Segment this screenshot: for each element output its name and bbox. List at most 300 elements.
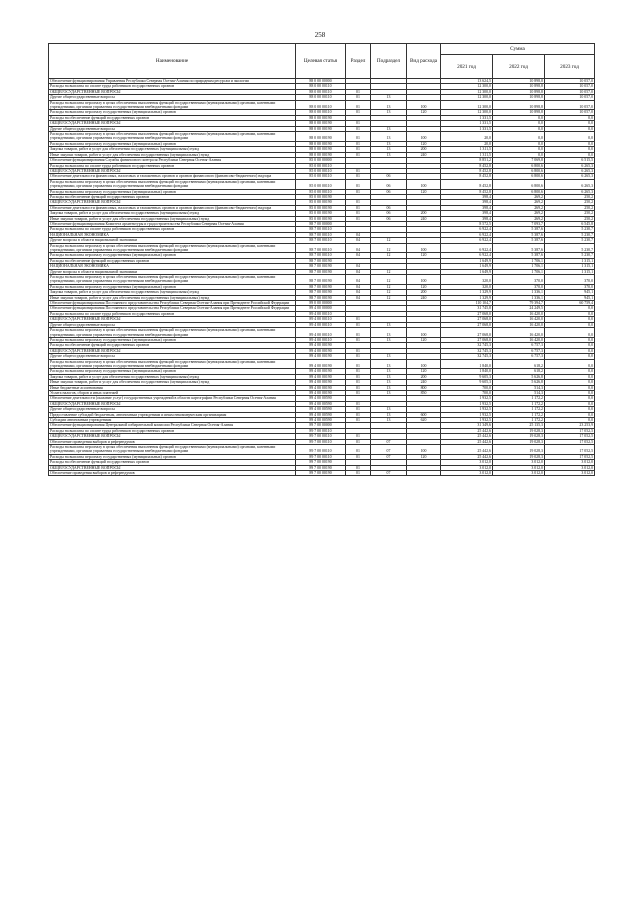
row-subsection: 13	[371, 418, 407, 423]
row-target: 85 0 00 00190	[296, 205, 346, 210]
row-name: Обеспечение проведения выборов и референдумов	[49, 471, 296, 476]
row-target: 88 0 00 00110	[296, 84, 346, 89]
row-target: 88 7 00 00110	[296, 227, 346, 232]
row-sum-2022: 5 387,6	[493, 253, 545, 258]
row-subsection: 07	[371, 439, 407, 444]
row-sum-2022: 618,2	[493, 369, 545, 374]
row-name: Другие общегосударственные вопросы	[49, 95, 296, 100]
row-sum-2021: 1 840,0	[441, 359, 493, 369]
row-target: 89 4 00 00590	[296, 407, 346, 412]
row-section: 01	[346, 418, 371, 423]
row-section: 04	[346, 238, 371, 243]
table-row	[49, 179, 595, 189]
row-expense-type: 100	[407, 328, 441, 338]
row-target: 85 0 00 00190	[296, 200, 346, 205]
row-target: 85 0 00 00190	[296, 194, 346, 199]
row-target: 88 7 00 00190	[296, 295, 346, 300]
row-name: Закупка товаров, работ и услуг для обеспечения государственных (муниципальных) нужд	[49, 290, 296, 295]
row-expense-type: 240	[407, 380, 441, 385]
row-sum-2022: 6 800,6	[493, 168, 545, 173]
row-sum-2023: 250,2	[545, 216, 595, 221]
row-section: 01	[346, 189, 371, 194]
row-sum-2023: 1 315,1	[545, 264, 595, 269]
row-section: 01	[346, 205, 371, 210]
row-sum-2022: 1 336,1	[493, 295, 545, 300]
row-sum-2021: 1 329,9	[441, 290, 493, 295]
row-name: Расходы на выплаты персоналу государственных (муниципальных) органов	[49, 454, 296, 459]
row-expense-type: 100	[407, 359, 441, 369]
row-subsection: 12	[371, 243, 407, 253]
row-sum-2022: 3 012,0	[493, 460, 545, 465]
row-section: 01	[346, 179, 371, 189]
row-section: 04	[346, 264, 371, 269]
row-sum-2021: 6 922,4	[441, 253, 493, 258]
row-subsection: 13	[371, 328, 407, 338]
row-sum-2021: 25 442,6	[441, 454, 493, 459]
row-section: 04	[346, 243, 371, 253]
row-sum-2023: 0,0	[545, 359, 595, 369]
row-target: 88 0 00 00110	[296, 110, 346, 115]
row-target: 88 7 00 00190	[296, 258, 346, 263]
header-expense-type: Вид расхода	[407, 44, 441, 79]
header-name: Наименование	[49, 44, 296, 79]
row-name: Обеспечение функционирования Постоянного представительства Республики Северная Осетия-Алания при Президенте Российской Федерации	[49, 301, 296, 306]
row-target: 85 0 00 00110	[296, 189, 346, 194]
header-subsection: Подраздел	[371, 44, 407, 79]
row-expense-type: 120	[407, 253, 441, 258]
row-name: ОБЩЕГОСУДАРСТВЕННЫЕ ВОПРОСЫ	[49, 465, 296, 470]
row-expense-type: 240	[407, 216, 441, 221]
row-target: 85 0 00 00000	[296, 158, 346, 163]
row-section: 01	[346, 374, 371, 379]
row-sum-2023: 0,0	[545, 306, 595, 311]
row-sum-2022: 269,2	[493, 194, 545, 199]
row-name: Расходы на выплаты персоналу государственных (муниципальных) органов	[49, 337, 296, 342]
budget-table	[48, 43, 595, 476]
row-section: 01	[346, 110, 371, 115]
row-name: Другие общегосударственные вопросы	[49, 322, 296, 327]
row-sum-2023: 5 230,7	[545, 238, 595, 243]
row-subsection: 13	[371, 110, 407, 115]
row-sum-2023: 0,0	[545, 407, 595, 412]
row-target: 89 0 00 00000	[296, 301, 346, 306]
row-sum-2021: 320,0	[441, 284, 493, 289]
row-section: 01	[346, 380, 371, 385]
row-sum-2021: 8 452,8	[441, 179, 493, 189]
row-subsection: 06	[371, 216, 407, 221]
row-section: 01	[346, 354, 371, 359]
row-expense-type: 200	[407, 147, 441, 152]
row-sum-2022: 5 626,8	[493, 374, 545, 379]
row-sum-2022: 19 028,3	[493, 445, 545, 455]
row-sum-2021: 1 329,9	[441, 295, 493, 300]
row-target: 89 4 00 00110	[296, 337, 346, 342]
row-sum-2022: 5 387,6	[493, 227, 545, 232]
row-sum-2022: 0,0	[493, 152, 545, 157]
row-expense-type: 100	[407, 275, 441, 285]
row-subsection: 12	[371, 253, 407, 258]
row-name: Обеспечение функционирования Центральной избирательной комиссии Республики Северная Осетия-Алания	[49, 423, 296, 428]
row-expense-type: 620	[407, 418, 441, 423]
row-sum-2023: 0,0	[545, 343, 595, 348]
row-sum-2022: 6 757,3	[493, 348, 545, 353]
row-subsection: 13	[371, 390, 407, 395]
row-subsection: 12	[371, 275, 407, 285]
row-sum-2021: 1 932,5	[441, 418, 493, 423]
row-section: 04	[346, 275, 371, 285]
row-sum-2022: 3 012,0	[493, 465, 545, 470]
row-sum-2021: 25 442,6	[441, 445, 493, 455]
row-sum-2022: 0,0	[493, 115, 545, 120]
row-sum-2023: 10 057,0	[545, 110, 595, 115]
row-sum-2021: 3 012,0	[441, 460, 493, 465]
row-name: Обеспечение функционирования Управления Республики Северная Осетия-Алания по природным ресурсам и экологии	[49, 79, 296, 84]
row-sum-2022: 269,2	[493, 200, 545, 205]
table-row	[49, 445, 595, 455]
row-sum-2022: 16 420,0	[493, 328, 545, 338]
row-sum-2022: 1 706,1	[493, 264, 545, 269]
row-sum-2021: 20,0	[441, 132, 493, 142]
row-section: 01	[346, 434, 371, 439]
row-sum-2023: 6 265,3	[545, 174, 595, 179]
row-section: 01	[346, 211, 371, 216]
row-sum-2023: 250,2	[545, 194, 595, 199]
row-name: ОБЩЕГОСУДАРСТВЕННЫЕ ВОПРОСЫ	[49, 168, 296, 173]
row-section: 01	[346, 454, 371, 459]
row-subsection: 13	[371, 322, 407, 327]
row-section: 01	[346, 328, 371, 338]
header-section: Раздел	[346, 44, 371, 79]
row-sum-2023: 0,0	[545, 348, 595, 353]
row-sum-2023: 10 057,0	[545, 100, 595, 110]
row-name: Расходы на выплаты персоналу в целях обеспечения выполнения функций государственными (муниципальными) органами, казенными учреждениями, органами управления государственными внебюджетными фондами	[49, 275, 296, 285]
row-section: 01	[346, 369, 371, 374]
table-row	[49, 359, 595, 369]
row-target: 88 7 00 00190	[296, 290, 346, 295]
row-sum-2023: 0,0	[545, 390, 595, 395]
row-target: 88 0 00 00190	[296, 147, 346, 152]
row-sum-2021: 12 300,0	[441, 89, 493, 94]
row-sum-2023: 0,0	[545, 311, 595, 316]
row-subsection: 13	[371, 369, 407, 374]
row-sum-2021: 700,0	[441, 390, 493, 395]
row-sum-2022: 618,2	[493, 359, 545, 369]
row-name: Расходы на выплаты персоналу в целях обеспечения выполнения функций государственными (муниципальными) органами, казенными учреждениями, органами управления государственными внебюджетными фондами	[49, 179, 296, 189]
row-subsection: 13	[371, 354, 407, 359]
row-target: 89 7 00 00110	[296, 445, 346, 455]
row-name: Обеспечение деятельности (оказание услуг) государственных учреждений в области картографии Республики Северная Осетия-Алания	[49, 396, 296, 401]
row-sum-2022: 6 800,6	[493, 163, 545, 168]
row-name: Закупка товаров, работ и услуг для обеспечения государственных (муниципальных) нужд	[49, 147, 296, 152]
row-sum-2022: 269,2	[493, 205, 545, 210]
row-name: Иные закупки товаров, работ и услуг для обеспечения государственных (муниципальных) нужд	[49, 216, 296, 221]
row-sum-2021: 32 745,3	[441, 343, 493, 348]
row-expense-type: 120	[407, 369, 441, 374]
row-sum-2022: 370,0	[493, 284, 545, 289]
row-subsection: 13	[371, 380, 407, 385]
row-sum-2023: 17 052,5	[545, 454, 595, 459]
row-target: 88 0 00 00000	[296, 79, 346, 84]
row-sum-2022: 514,3	[493, 390, 545, 395]
row-sum-2023: 370,0	[545, 275, 595, 285]
row-sum-2021: 398,4	[441, 211, 493, 216]
row-sum-2023: 370,0	[545, 284, 595, 289]
row-section: 04	[346, 232, 371, 237]
row-sum-2022: 0,0	[493, 121, 545, 126]
row-name: Расходы на выплаты персоналу государственных (муниципальных) органов	[49, 110, 296, 115]
row-subsection: 06	[371, 205, 407, 210]
row-name: Расходы на обеспечение функций государственных органов	[49, 258, 296, 263]
row-sum-2023: 17 052,5	[545, 434, 595, 439]
row-target: 88 7 00 00110	[296, 238, 346, 243]
row-sum-2021: 1 649,9	[441, 258, 493, 263]
row-sum-2022: 6 800,6	[493, 179, 545, 189]
row-sum-2021: 25 442,6	[441, 439, 493, 444]
row-name: ОБЩЕГОСУДАРСТВЕННЫЕ ВОПРОСЫ	[49, 200, 296, 205]
row-name: Другие вопросы в области национальной экономики	[49, 269, 296, 274]
row-name: Другие общегосударственные вопросы	[49, 126, 296, 131]
row-target: 85 0 00 00190	[296, 216, 346, 221]
row-section: 04	[346, 253, 371, 258]
header-year-2023: 2023 год	[545, 55, 595, 79]
row-name: Расходы на выплаты персоналу в целях обеспечения выполнения функций государственными (муниципальными) органами, казенными учреждениями, органами управления государственными внебюджетными фондами	[49, 243, 296, 253]
row-sum-2021: 1 649,9	[441, 264, 493, 269]
row-target: 89 4 00 00190	[296, 359, 346, 369]
row-target: 89 4 00 00110	[296, 322, 346, 327]
row-sum-2022: 1 336,1	[493, 290, 545, 295]
row-sum-2021: 6 922,4	[441, 243, 493, 253]
row-section: 01	[346, 121, 371, 126]
row-subsection: 12	[371, 290, 407, 295]
row-name: Обеспечение функционирования Службы финансового контроля Республики Северная Осетия-Алания	[49, 158, 296, 163]
row-target: 85 0 00 00110	[296, 163, 346, 168]
row-sum-2021: 398,4	[441, 216, 493, 221]
row-expense-type: 120	[407, 284, 441, 289]
row-subsection: 12	[371, 269, 407, 274]
row-sum-2021: 13 624,5	[441, 79, 493, 84]
row-sum-2021: 27 068,0	[441, 337, 493, 342]
row-sum-2023: 0,0	[545, 369, 595, 374]
row-sum-2021: 398,4	[441, 194, 493, 199]
row-name: Иные закупки товаров, работ и услуг для обеспечения государственных (муниципальных) нужд	[49, 295, 296, 300]
row-section: 01	[346, 439, 371, 444]
table-row	[49, 471, 595, 476]
row-name: Закупка товаров, работ и услуг для обеспечения государственных (муниципальных) нужд	[49, 374, 296, 379]
row-subsection: 13	[371, 141, 407, 146]
row-sum-2023: 0,0	[545, 141, 595, 146]
row-name: Другие вопросы в области национальной экономики	[49, 238, 296, 243]
row-target: 88 7 00 00110	[296, 243, 346, 253]
row-name: НАЦИОНАЛЬНАЯ ЭКОНОМИКА	[49, 232, 296, 237]
row-section: 01	[346, 317, 371, 322]
row-sum-2023: 945,1	[545, 295, 595, 300]
table-row	[49, 100, 595, 110]
page-number: 258	[314, 31, 326, 39]
row-expense-type: 200	[407, 374, 441, 379]
row-target: 89 7 00 00110	[296, 439, 346, 444]
row-name: ОБЩЕГОСУДАРСТВЕННЫЕ ВОПРОСЫ	[49, 89, 296, 94]
row-expense-type: 120	[407, 141, 441, 146]
row-target: 88 7 00 00110	[296, 253, 346, 258]
row-sum-2021: 320,0	[441, 275, 493, 285]
row-sum-2021: 8 851,2	[441, 158, 493, 163]
row-section: 04	[346, 295, 371, 300]
row-sum-2021: 27 068,0	[441, 328, 493, 338]
row-expense-type: 100	[407, 243, 441, 253]
row-section: 01	[346, 95, 371, 100]
row-sum-2023: 250,2	[545, 205, 595, 210]
row-sum-2023: 10 057,0	[545, 79, 595, 84]
row-name: Расходы на выплаты персоналу государственных (муниципальных) органов	[49, 253, 296, 258]
row-sum-2022: 3 012,0	[493, 471, 545, 476]
row-name: Расходы на выплаты по оплате труда работников государственных органов	[49, 84, 296, 89]
row-sum-2021: 12 300,0	[441, 95, 493, 100]
row-expense-type: 120	[407, 189, 441, 194]
row-section: 01	[346, 152, 371, 157]
row-sum-2022: 1 172,2	[493, 418, 545, 423]
row-sum-2021: 1 311,5	[441, 147, 493, 152]
row-sum-2021: 3 012,0	[441, 465, 493, 470]
row-sum-2022: 19 028,3	[493, 454, 545, 459]
row-section: 01	[346, 147, 371, 152]
row-target: 89 4 00 00590	[296, 396, 346, 401]
row-target: 88 0 00 00190	[296, 126, 346, 131]
row-target: 89 4 00 00190	[296, 385, 346, 390]
row-sum-2023: 0,0	[545, 152, 595, 157]
row-sum-2022: 10 898,8	[493, 79, 545, 84]
row-name: Расходы на выплаты персоналу государственных (муниципальных) органов	[49, 369, 296, 374]
row-name: Расходы на выплаты персоналу в целях обеспечения выполнения функций государственными (муниципальными) органами, казенными учреждениями, органами управления государственными внебюджетными фондами	[49, 132, 296, 142]
row-target: 85 0 00 00110	[296, 179, 346, 189]
row-sum-2022: 7 093,7	[493, 221, 545, 226]
row-sum-2022: 16 420,0	[493, 311, 545, 316]
row-sum-2021: 1 331,5	[441, 121, 493, 126]
row-subsection: 13	[371, 412, 407, 417]
table-body	[49, 79, 595, 476]
row-sum-2021: 3 012,0	[441, 471, 493, 476]
row-sum-2022: 1 706,1	[493, 269, 545, 274]
row-section: 01	[346, 216, 371, 221]
row-sum-2023: 0,0	[545, 126, 595, 131]
row-sum-2023: 6 265,3	[545, 163, 595, 168]
row-expense-type: 200	[407, 290, 441, 295]
row-sum-2023: 3 012,0	[545, 465, 595, 470]
row-name: Другие общегосударственные вопросы	[49, 354, 296, 359]
row-section: 01	[346, 100, 371, 110]
row-sum-2021: 1 932,5	[441, 412, 493, 417]
row-target: 88 0 00 00190	[296, 115, 346, 120]
row-sum-2022: 16 420,0	[493, 322, 545, 327]
row-sum-2023: 0,0	[545, 418, 595, 423]
row-sum-2021: 1 331,5	[441, 115, 493, 120]
row-name: Расходы на обеспечение функций государственных органов	[49, 194, 296, 199]
row-section: 01	[346, 200, 371, 205]
row-section: 01	[346, 322, 371, 327]
table-row	[49, 328, 595, 338]
row-name: Обеспечение функционирования Постоянного представительства Республики Северная Осетия-Алания при Президенте Российской Федерации	[49, 306, 296, 311]
row-sum-2023: 0,0	[545, 121, 595, 126]
row-name: Расходы на выплаты по оплате труда работников государственных органов	[49, 227, 296, 232]
row-sum-2023: 0,0	[545, 328, 595, 338]
row-target: 89 4 00 00190	[296, 380, 346, 385]
row-section: 01	[346, 401, 371, 406]
row-sum-2022: 19 028,3	[493, 434, 545, 439]
row-sum-2022: 10 898,8	[493, 84, 545, 89]
row-expense-type: 600	[407, 412, 441, 417]
row-target: 89 4 00 00590	[296, 412, 346, 417]
row-sum-2023: 6 515,5	[545, 158, 595, 163]
row-target: 89 4 00 00190	[296, 354, 346, 359]
row-subsection: 07	[371, 471, 407, 476]
row-sum-2023: 0,0	[545, 322, 595, 327]
row-section: 04	[346, 269, 371, 274]
row-sum-2021: 9 605,3	[441, 374, 493, 379]
row-sum-2022: 0,0	[493, 126, 545, 131]
row-name: Расходы на выплаты персоналу в целях обеспечения выполнения функций государственными (муниципальными) органами, казенными учреждениями, органами управления государственными внебюджетными фондами	[49, 445, 296, 455]
row-subsection: 13	[371, 359, 407, 369]
row-subsection: 13	[371, 337, 407, 342]
row-section: 01	[346, 385, 371, 390]
row-target: 88 7 00 00110	[296, 232, 346, 237]
row-expense-type: 120	[407, 454, 441, 459]
row-name: Расходы на обеспечение функций государственных органов	[49, 460, 296, 465]
row-sum-2022: 6 800,6	[493, 174, 545, 179]
row-target: 88 0 00 00190	[296, 152, 346, 157]
row-sum-2021: 12 300,0	[441, 110, 493, 115]
row-subsection: 13	[371, 374, 407, 379]
row-sum-2023: 0,0	[545, 337, 595, 342]
row-sum-2022: 269,2	[493, 211, 545, 216]
row-sum-2023: 5 230,7	[545, 253, 595, 258]
row-expense-type: 120	[407, 337, 441, 342]
table-row	[49, 275, 595, 285]
table-row	[49, 132, 595, 142]
row-sum-2022: 10 898,8	[493, 95, 545, 100]
row-sum-2021: 1 840,0	[441, 369, 493, 374]
row-section: 01	[346, 348, 371, 353]
row-sum-2022: 514,3	[493, 385, 545, 390]
row-sum-2023: 3 012,0	[545, 460, 595, 465]
row-sum-2023: 0,0	[545, 354, 595, 359]
row-sum-2022: 0,0	[493, 147, 545, 152]
row-target: 85 0 00 00110	[296, 168, 346, 173]
header-sums: Сумма	[441, 44, 595, 55]
row-target: 89 7 00 00190	[296, 465, 346, 470]
row-sum-2023: 0,0	[545, 317, 595, 322]
row-expense-type	[407, 471, 441, 476]
row-subsection: 06	[371, 189, 407, 194]
row-subsection: 13	[371, 95, 407, 100]
row-sum-2022: 25 135,3	[493, 423, 545, 428]
row-target: 89 7 00 00190	[296, 460, 346, 465]
row-sum-2021: 8 452,8	[441, 168, 493, 173]
row-section: 04	[346, 290, 371, 295]
row-name: Расходы на выплаты по оплате труда работников государственных органов	[49, 311, 296, 316]
row-target: 88 0 00 00190	[296, 141, 346, 146]
row-sum-2022: 1 172,2	[493, 396, 545, 401]
row-target: 89 4 00 00590	[296, 401, 346, 406]
row-sum-2021: 8 452,8	[441, 189, 493, 194]
row-sum-2023: 60 759,4	[545, 301, 595, 306]
row-sum-2021: 27 068,0	[441, 317, 493, 322]
row-subsection: 12	[371, 238, 407, 243]
row-name: Иные закупки товаров, работ и услуг для обеспечения государственных (муниципальных) нужд	[49, 380, 296, 385]
row-section: 01	[346, 337, 371, 342]
row-sum-2021: 1 932,5	[441, 396, 493, 401]
row-sum-2023: 5 230,7	[545, 243, 595, 253]
row-sum-2021: 20,0	[441, 141, 493, 146]
row-name: ОБЩЕГОСУДАРСТВЕННЫЕ ВОПРОСЫ	[49, 317, 296, 322]
